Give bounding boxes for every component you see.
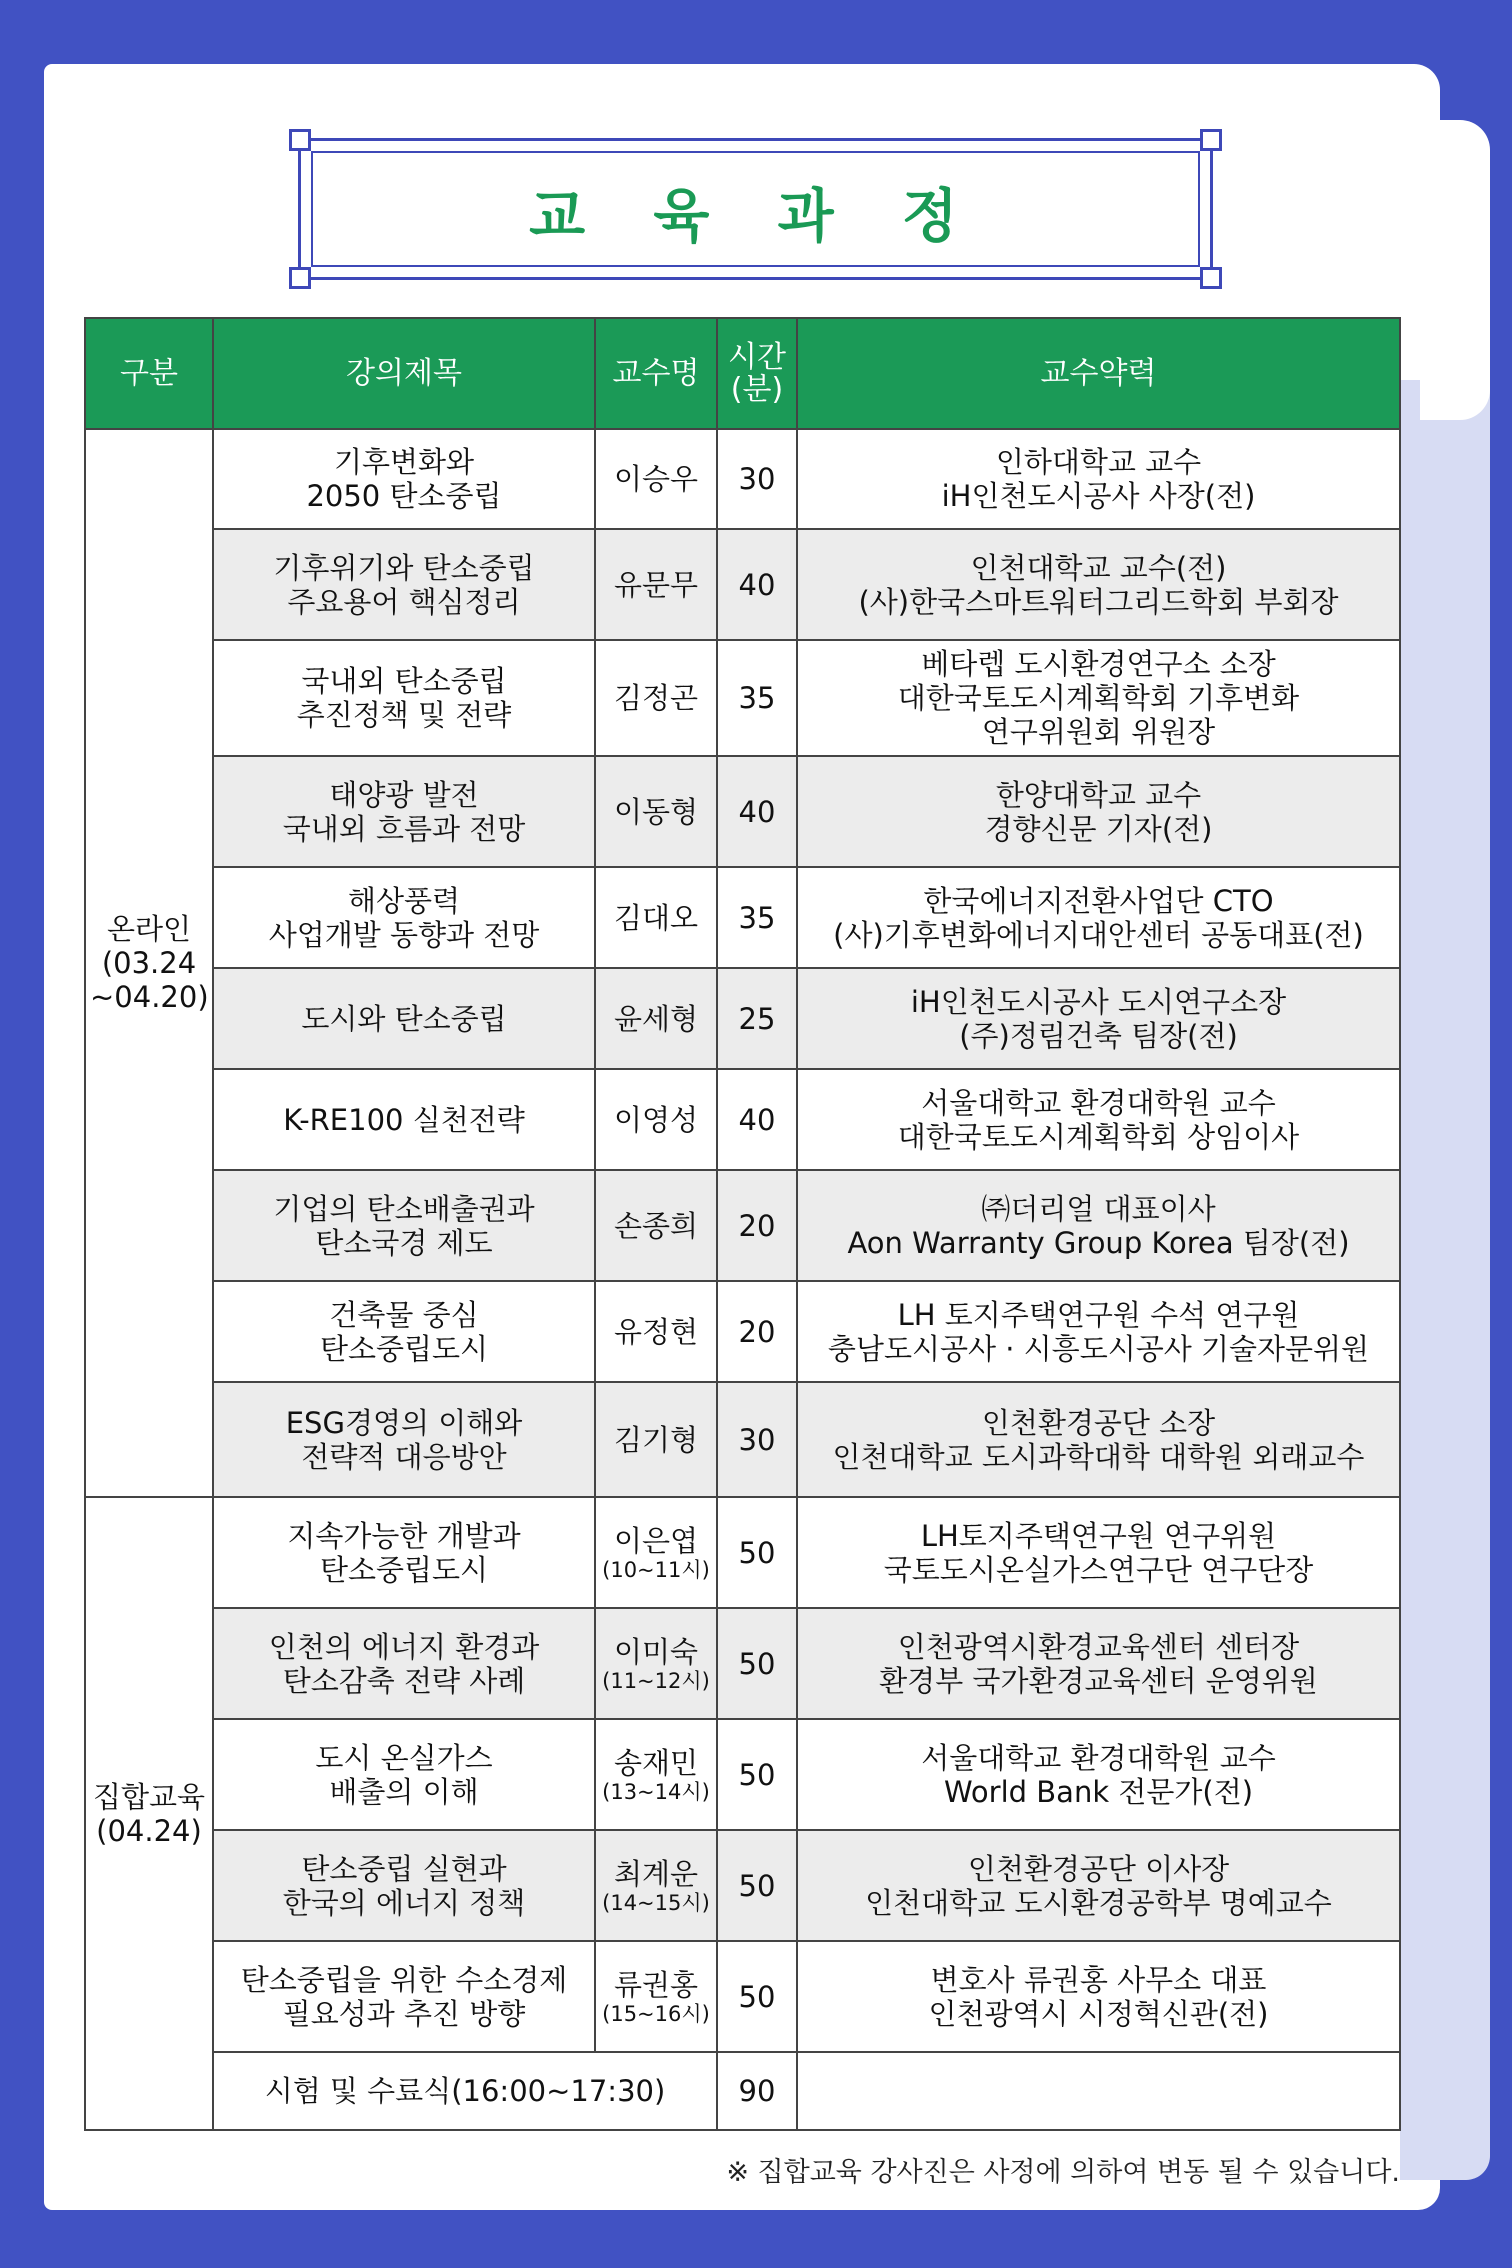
professor-name: 유문무 bbox=[595, 529, 717, 640]
lecture-title: 기업의 탄소배출권과 탄소국경 제도 bbox=[213, 1170, 595, 1281]
time-slot: (13~14시) bbox=[602, 1779, 710, 1804]
header-category: 구분 bbox=[85, 318, 213, 429]
table-row bbox=[85, 1608, 1400, 1719]
time-slot: (10~11시) bbox=[602, 1557, 710, 1582]
frame-corner bbox=[289, 129, 311, 151]
time-slot: (15~16시) bbox=[602, 2001, 710, 2026]
footnote: ※ 집합교육 강사진은 사정에 의하여 변동 될 수 있습니다. bbox=[726, 2157, 1400, 2188]
lecture-title: K-RE100 실천전략 bbox=[213, 1069, 595, 1170]
exam-minutes: 90 bbox=[717, 2052, 797, 2130]
lecture-title: 도시와 탄소중립 bbox=[213, 968, 595, 1069]
professor-name bbox=[595, 1497, 717, 1608]
table-row bbox=[85, 1830, 1400, 1941]
professor-name: 유정현 bbox=[595, 1281, 717, 1382]
lecture-minutes: 35 bbox=[717, 640, 797, 756]
lecture-minutes: 20 bbox=[717, 1170, 797, 1281]
header-lecture: 강의제목 bbox=[213, 318, 595, 429]
table-row bbox=[85, 1069, 1400, 1170]
professor-career: 인하대학교 교수 iH인천도시공사 사장(전) bbox=[797, 429, 1400, 529]
table-row bbox=[85, 1281, 1400, 1382]
professor-name bbox=[595, 1608, 717, 1719]
lecture-title: 인천의 에너지 환경과 탄소감축 전략 사례 bbox=[213, 1608, 595, 1719]
lecture-minutes: 20 bbox=[717, 1281, 797, 1382]
lecture-minutes: 50 bbox=[717, 1941, 797, 2052]
lecture-minutes: 50 bbox=[717, 1608, 797, 1719]
table-row bbox=[85, 529, 1400, 640]
professor-name: 김대오 bbox=[595, 867, 717, 968]
empty-career-cell bbox=[797, 2052, 1400, 2130]
lecture-title: 해상풍력 사업개발 동향과 전망 bbox=[213, 867, 595, 968]
professor-name-text: 류권홍 bbox=[613, 1967, 699, 2002]
lecture-title: 탄소중립을 위한 수소경제 필요성과 추진 방향 bbox=[213, 1941, 595, 2052]
title-frame bbox=[298, 138, 1213, 280]
exam-ceremony-label: 시험 및 수료식(16:00~17:30) bbox=[213, 2052, 717, 2130]
professor-name: 이영성 bbox=[595, 1069, 717, 1170]
professor-name bbox=[595, 1941, 717, 2052]
lecture-title: 기후변화와 2050 탄소중립 bbox=[213, 429, 595, 529]
lecture-title: 태양광 발전 국내외 흐름과 전망 bbox=[213, 756, 595, 867]
professor-name: 손종희 bbox=[595, 1170, 717, 1281]
professor-name-text: 송재민 bbox=[613, 1745, 699, 1780]
category-offline: 집합교육 (04.24) bbox=[85, 1497, 213, 2130]
lecture-minutes: 50 bbox=[717, 1830, 797, 1941]
header-time: 시간 (분) bbox=[717, 318, 797, 429]
table-row bbox=[85, 1170, 1400, 1281]
table-row bbox=[85, 1941, 1400, 2052]
professor-career: 인천환경공단 이사장 인천대학교 도시환경공학부 명예교수 bbox=[797, 1830, 1400, 1941]
lecture-minutes: 50 bbox=[717, 1719, 797, 1830]
professor-career: 인천광역시환경교육센터 센터장 환경부 국가환경교육센터 운영위원 bbox=[797, 1608, 1400, 1719]
table-row bbox=[85, 968, 1400, 1069]
professor-name-text: 이은엽 bbox=[613, 1523, 699, 1558]
professor-name-text: 최계운 bbox=[613, 1856, 699, 1891]
professor-name: 윤세형 bbox=[595, 968, 717, 1069]
table-row bbox=[85, 1382, 1400, 1497]
frame-corner bbox=[289, 267, 311, 289]
header-career: 교수약력 bbox=[797, 318, 1400, 429]
table-row bbox=[85, 429, 1400, 529]
professor-name: 이승우 bbox=[595, 429, 717, 529]
professor-career: ㈜더리얼 대표이사 Aon Warranty Group Korea 팀장(전) bbox=[797, 1170, 1400, 1281]
table-row bbox=[85, 1719, 1400, 1830]
lecture-title: 건축물 중심 탄소중립도시 bbox=[213, 1281, 595, 1382]
professor-career: 한양대학교 교수 경향신문 기자(전) bbox=[797, 756, 1400, 867]
professor-career: LH 토지주택연구원 수석 연구원 충남도시공사 · 시흥도시공사 기술자문위원 bbox=[797, 1281, 1400, 1382]
table-header-row bbox=[85, 318, 1400, 429]
professor-career: 베타렙 도시환경연구소 소장 대한국토도시계획학회 기후변화 연구위원회 위원장 bbox=[797, 640, 1400, 756]
final-row bbox=[85, 2052, 1400, 2130]
table-row bbox=[85, 1497, 1400, 1608]
professor-career: 서울대학교 환경대학원 교수 World Bank 전문가(전) bbox=[797, 1719, 1400, 1830]
professor-career: 인천대학교 교수(전) (사)한국스마트워터그리드학회 부회장 bbox=[797, 529, 1400, 640]
card-shadow bbox=[1400, 380, 1490, 2180]
header-professor: 교수명 bbox=[595, 318, 717, 429]
table-row bbox=[85, 756, 1400, 867]
professor-name bbox=[595, 1719, 717, 1830]
professor-career: 인천환경공단 소장 인천대학교 도시과학대학 대학원 외래교수 bbox=[797, 1382, 1400, 1497]
lecture-minutes: 50 bbox=[717, 1497, 797, 1608]
professor-name: 이동형 bbox=[595, 756, 717, 867]
lecture-minutes: 30 bbox=[717, 1382, 797, 1497]
category-online: 온라인 (03.24 ~04.20) bbox=[85, 429, 213, 1497]
lecture-title: 지속가능한 개발과 탄소중립도시 bbox=[213, 1497, 595, 1608]
lecture-minutes: 40 bbox=[717, 529, 797, 640]
course-table bbox=[84, 317, 1401, 2131]
professor-name-text: 이미숙 bbox=[613, 1634, 699, 1669]
lecture-title: ESG경영의 이해와 전략적 대응방안 bbox=[213, 1382, 595, 1497]
lecture-title: 도시 온실가스 배출의 이해 bbox=[213, 1719, 595, 1830]
lecture-title: 기후위기와 탄소중립 주요용어 핵심정리 bbox=[213, 529, 595, 640]
lecture-title: 탄소중립 실현과 한국의 에너지 정책 bbox=[213, 1830, 595, 1941]
lecture-minutes: 40 bbox=[717, 756, 797, 867]
time-slot: (11~12시) bbox=[602, 1668, 710, 1693]
professor-name: 김기형 bbox=[595, 1382, 717, 1497]
professor-career: iH인천도시공사 도시연구소장 (주)정림건축 팀장(전) bbox=[797, 968, 1400, 1069]
frame-corner bbox=[1200, 267, 1222, 289]
lecture-minutes: 30 bbox=[717, 429, 797, 529]
lecture-title: 국내외 탄소중립 추진정책 및 전략 bbox=[213, 640, 595, 756]
professor-name bbox=[595, 1830, 717, 1941]
card-tab bbox=[1420, 120, 1490, 420]
lecture-minutes: 35 bbox=[717, 867, 797, 968]
table-row bbox=[85, 867, 1400, 968]
professor-name: 김정곤 bbox=[595, 640, 717, 756]
lecture-minutes: 25 bbox=[717, 968, 797, 1069]
professor-career: 한국에너지전환사업단 CTO (사)기후변화에너지대안센터 공동대표(전) bbox=[797, 867, 1400, 968]
professor-career: 변호사 류권홍 사무소 대표 인천광역시 시정혁신관(전) bbox=[797, 1941, 1400, 2052]
page-title: 교 육 과 정 bbox=[529, 182, 982, 250]
table-row bbox=[85, 640, 1400, 756]
frame-corner bbox=[1200, 129, 1222, 151]
lecture-minutes: 40 bbox=[717, 1069, 797, 1170]
time-slot: (14~15시) bbox=[602, 1890, 710, 1915]
professor-career: 서울대학교 환경대학원 교수 대한국토도시계획학회 상임이사 bbox=[797, 1069, 1400, 1170]
professor-career: LH토지주택연구원 연구위원 국토도시온실가스연구단 연구단장 bbox=[797, 1497, 1400, 1608]
